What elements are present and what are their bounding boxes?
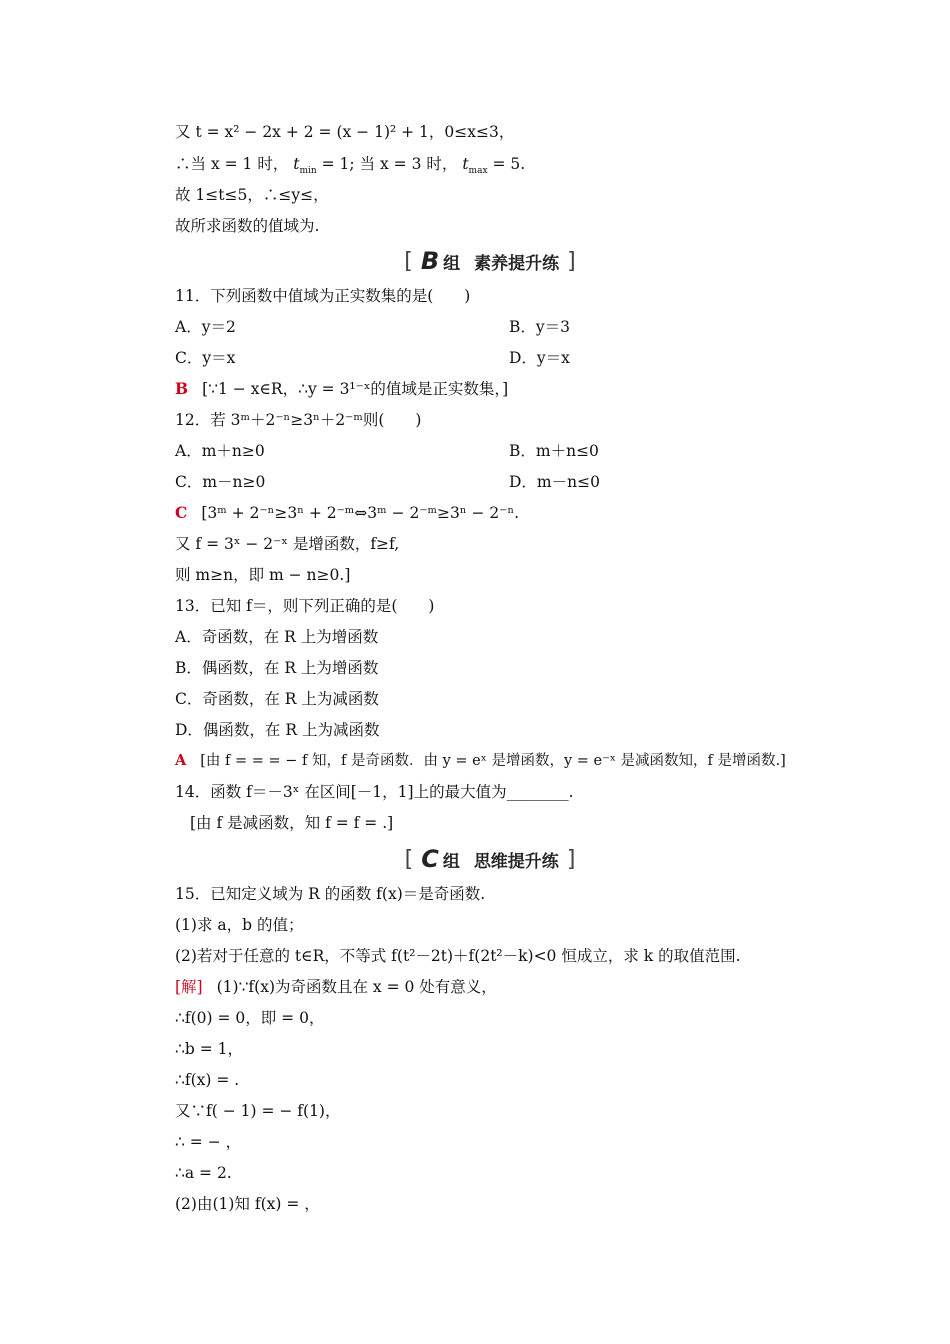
group-label: 组 — [442, 851, 460, 872]
section-title: 素养提升练 — [474, 253, 560, 274]
solution-line-3: 故 1≤t≤5，∴≤y≤， — [175, 186, 329, 204]
q15-solution-line-1 — [175, 977, 497, 997]
q13-option-a: A．奇函数，在 R 上为增函数 — [175, 628, 379, 646]
answer-explanation: [3ᵐ + 2⁻ⁿ≥3ⁿ + 2⁻ᵐ⇔3ᵐ − 2⁻ᵐ≥3ⁿ − 2⁻ⁿ. — [201, 504, 520, 522]
q12-option-d: D．m－n≤0 — [509, 473, 600, 491]
q15-part-1: (1)求 a，b 的值； — [175, 916, 304, 934]
q15-solution-line-5: 又∵f( − 1) = − f(1)， — [175, 1102, 341, 1120]
q12-option-a: A．m＋n≥0 — [175, 442, 265, 460]
answer-letter: A — [175, 752, 187, 769]
formula: t = x² − 2x + 2 = (x − 1)² + 1，0≤x≤3， — [195, 123, 515, 141]
q13-answer — [175, 751, 786, 771]
var-t: t — [293, 155, 300, 173]
q11-option-b: B．y＝3 — [509, 318, 571, 336]
answer-letter: C — [175, 503, 188, 522]
q11-option-a: A．y＝2 — [175, 318, 236, 336]
bracket-left: [ — [404, 248, 413, 274]
question-14-stem: 14．函数 f＝－3ˣ 在区间[－1，1]上的最大值为________. — [175, 783, 574, 801]
bracket-left: [ — [404, 846, 414, 872]
q15-solution-line-7: ∴a = 2. — [175, 1164, 232, 1182]
q13-option-b: B．偶函数，在 R 上为增函数 — [175, 659, 379, 677]
q15-solution-line-4: ∴f(x) = . — [175, 1071, 240, 1089]
section-banner-b — [395, 247, 585, 275]
q11-answer — [175, 379, 508, 399]
text: = 5. — [487, 155, 526, 173]
group-letter: B — [420, 247, 440, 275]
q14-explanation: [由 f 是减函数，知 f = f = .] — [190, 814, 394, 832]
q15-solution-line-2: ∴f(0) = 0，即 = 0， — [175, 1009, 325, 1027]
group-label: 组 — [443, 253, 461, 274]
q11-option-d: D．y＝x — [509, 349, 570, 367]
question-13-stem: 13．已知 f＝，则下列正确的是( ) — [175, 597, 435, 615]
subscript-max: max — [468, 166, 488, 177]
question-12-stem: 12．若 3ᵐ＋2⁻ⁿ≥3ⁿ＋2⁻ᵐ则( ) — [175, 411, 422, 429]
bracket-right: ] — [567, 248, 576, 274]
q15-solution-line-8: (2)由(1)知 f(x) = ， — [175, 1195, 320, 1213]
q12-option-c: C．m－n≥0 — [175, 473, 266, 491]
solution-line-2 — [175, 154, 526, 177]
q13-option-c: C．奇函数，在 R 上为减函数 — [175, 690, 379, 708]
q13-option-d: D．偶函数，在 R 上为减函数 — [175, 721, 380, 739]
answer-explanation: [∵1 − x∈R，∴y = 3¹⁻ˣ的值域是正实数集，] — [202, 380, 509, 398]
text: 又 — [175, 123, 191, 141]
q15-solution-line-6: ∴ = − ， — [175, 1133, 242, 1151]
q12-explain-line-3: 则 m≥n，即 m − n≥0.] — [175, 566, 351, 584]
text: ∴当 — [175, 155, 207, 173]
solution-line-4: 故所求函数的值域为. — [175, 217, 320, 235]
solution-label: [解] — [175, 978, 203, 996]
solution-line-1 — [175, 122, 514, 142]
group-letter: C — [421, 845, 439, 873]
q12-option-b: B．m＋n≤0 — [509, 442, 599, 460]
question-11-stem: 11．下列函数中值域为正实数集的是( ) — [175, 287, 471, 305]
q15-solution-line-3: ∴b = 1， — [175, 1040, 243, 1058]
section-banner-c — [395, 845, 585, 873]
var-t: t — [462, 155, 469, 173]
subscript-min: min — [299, 166, 317, 177]
text: x = 1 时， — [210, 155, 289, 173]
section-title: 思维提升练 — [473, 851, 559, 872]
q12-answer — [175, 503, 519, 523]
text: = 1; 当 x = 3 时， — [316, 155, 458, 173]
question-15-stem: 15．已知定义域为 R 的函数 f(x)＝是奇函数. — [175, 885, 486, 903]
q15-part-2: (2)若对于任意的 t∈R，不等式 f(t²－2t)＋f(2t²－k)<0 恒成立，求 k 的取值范围. — [175, 947, 741, 965]
q12-explain-line-2: 又 f = 3ˣ − 2⁻ˣ 是增函数，f≥f, — [175, 535, 400, 553]
answer-explanation: [由 f = = = − f 知，f 是奇函数．由 y = eˣ 是增函数，y = e⁻ˣ 是减函数知，f 是增函数.] — [200, 753, 786, 769]
answer-letter: B — [175, 379, 189, 398]
text: (1)∵f(x)为奇函数且在 x = 0 处有意义， — [216, 978, 497, 996]
bracket-right: ] — [566, 846, 576, 872]
q11-option-c: C．y＝x — [175, 349, 236, 367]
